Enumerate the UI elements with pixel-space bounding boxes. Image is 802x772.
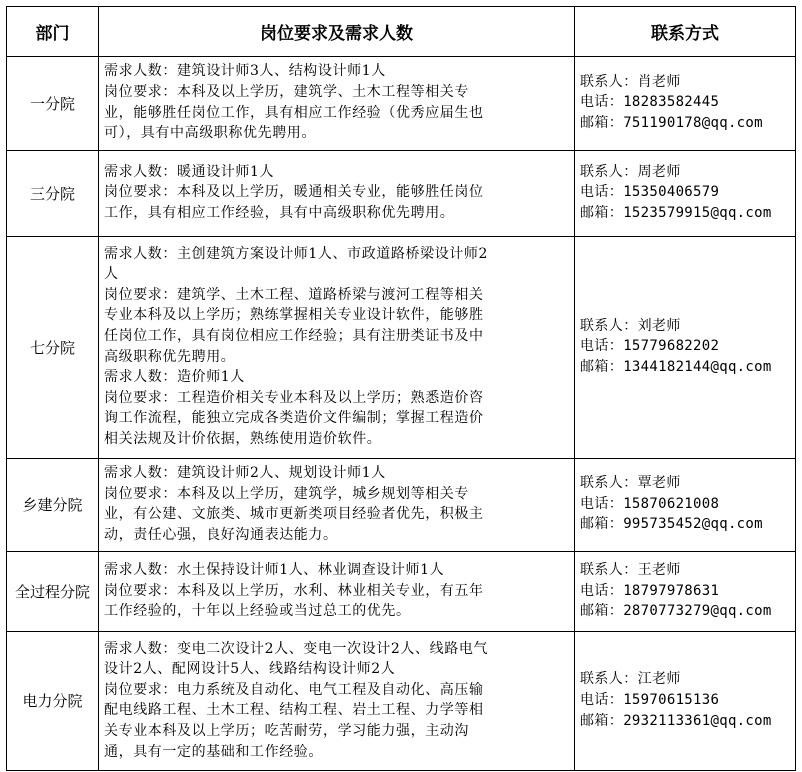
- contact-person-line: [580, 669, 792, 690]
- requirement-line: 配电线路工程、土木工程、结构工程、岩土工程、力学等相: [104, 702, 484, 719]
- requirement-line: 岗位要求：本科及以上学历，水利、林业相关专业，有五年: [104, 582, 484, 599]
- contact-phone-label: 电话：: [580, 692, 624, 709]
- contact-email-value: 2870773279@qq.com: [623, 603, 772, 620]
- contact-phone-label: 电话：: [580, 582, 624, 599]
- contact-phone-value: 18797978631: [623, 582, 720, 599]
- contact-cell: [575, 57, 796, 151]
- contact-email-label: 邮箱：: [580, 204, 624, 221]
- requirement-line: 业，能够胜任岗位工作，具有相应工作经验（优秀应届生也: [104, 104, 484, 121]
- header-contact: 联系方式: [575, 7, 796, 57]
- contact-email-value: 751190178@qq.com: [623, 114, 763, 131]
- contact-phone-label: 电话：: [580, 338, 624, 355]
- contact-phone-line: [580, 581, 792, 602]
- table-row: [7, 57, 796, 151]
- contact-person-line: [580, 162, 792, 183]
- requirement-line: 通，具有一定的基础和工作经验。: [104, 743, 323, 760]
- contact-email-label: 邮箱：: [580, 358, 624, 375]
- requirement-line: 设计2人、配网设计5人、线路结构设计师2人: [104, 661, 396, 678]
- contact-person-value: 刘老师: [637, 317, 681, 334]
- contact-person-line: [580, 473, 792, 494]
- header-dept: 部门: [7, 7, 99, 57]
- contact-email-line: [580, 601, 792, 622]
- dept-cell: 一分院: [7, 57, 99, 151]
- contact-person-value: 江老师: [637, 671, 681, 688]
- requirement-line: 岗位要求：建筑学、土木工程、道路桥梁与渡河工程等相关: [104, 286, 484, 303]
- contact-person-line: [580, 560, 792, 581]
- recruitment-table: [6, 6, 796, 771]
- contact-person-value: 周老师: [637, 163, 681, 180]
- contact-email-line: [580, 711, 792, 732]
- requirement-line: 高级职称优先聘用。: [104, 348, 236, 365]
- table-row: [7, 632, 796, 771]
- requirement-line: 岗位要求：本科及以上学历，暖通相关专业，能够胜任岗位: [104, 184, 484, 201]
- contact-person-value: 覃老师: [637, 475, 681, 492]
- dept-cell: 电力分院: [7, 632, 99, 771]
- requirement-line: 需求人数：建筑设计师2人、规划设计师1人: [104, 465, 386, 481]
- requirement-line: 需求人数：暖通设计师1人: [104, 163, 275, 180]
- contact-phone-label: 电话：: [580, 495, 624, 512]
- contact-phone-line: [580, 336, 792, 357]
- contact-person-line: [580, 316, 792, 337]
- contact-cell: [575, 552, 796, 632]
- contact-email-value: 2932113361@qq.com: [623, 712, 772, 729]
- requirement-line: 需求人数：水土保持设计师1人、林业调查设计师1人: [104, 561, 445, 578]
- contact-phone-line: [580, 182, 792, 203]
- requirements-cell: [99, 151, 575, 237]
- contact-phone-value: 15779682202: [623, 338, 720, 355]
- table-row: [7, 459, 796, 552]
- contact-phone-line: [580, 92, 792, 113]
- requirement-line: 业，有公建、文旅类、城市更新类项目经验者优先，积极主: [104, 506, 484, 523]
- requirements-cell: [99, 552, 575, 632]
- header-requirements: 岗位要求及需求人数: [99, 7, 575, 57]
- contact-person-value: 王老师: [637, 561, 681, 578]
- header-row: [7, 7, 796, 57]
- dept-cell: 三分院: [7, 151, 99, 237]
- requirements-cell: [99, 57, 575, 151]
- table-body: [7, 57, 796, 771]
- contact-phone-value: 15870621008: [623, 495, 720, 512]
- contact-phone-value: 18283582445: [623, 94, 720, 111]
- contact-cell: [575, 459, 796, 552]
- dept-cell: 全过程分院: [7, 552, 99, 632]
- requirement-line: 专业本科及以上学历；熟练掌握相关专业设计软件，能够胜: [104, 307, 484, 324]
- requirement-line: 询工作流程，能独立完成各类造价文件编制；掌握工程造价: [104, 410, 484, 427]
- contact-person-line: [580, 72, 792, 93]
- contact-phone-label: 电话：: [580, 94, 624, 111]
- contact-email-value: 1523579915@qq.com: [623, 204, 772, 221]
- contact-phone-line: [580, 494, 792, 515]
- requirement-line: 工作，具有相应工作经验，具有中高级职称优先聘用。: [104, 204, 455, 221]
- table-row: [7, 151, 796, 237]
- requirement-line: 相关法规及计价依据，熟练使用造价软件。: [104, 430, 382, 447]
- contact-phone-label: 电话：: [580, 184, 624, 201]
- requirement-line: 需求人数：主创建筑方案设计师1人、市政道路桥梁设计师2: [104, 245, 489, 262]
- contact-person-label: 联系人：: [580, 73, 638, 90]
- contact-person-label: 联系人：: [580, 561, 638, 578]
- requirements-cell: [99, 632, 575, 771]
- contact-email-line: [580, 113, 792, 134]
- requirement-line: 可），具有中高级职称优先聘用。: [104, 125, 316, 142]
- contact-email-line: [580, 357, 792, 378]
- contact-phone-value: 15970615136: [623, 692, 720, 709]
- dept-cell: 七分院: [7, 237, 99, 459]
- contact-email-line: [580, 514, 792, 535]
- requirement-line: 关专业本科及以上学历；吃苦耐劳，学习能力强，主动沟: [104, 722, 469, 739]
- contact-cell: [575, 632, 796, 771]
- requirement-line: 需求人数：建筑设计师3人、结构设计师1人: [104, 63, 386, 80]
- contact-person-value: 肖老师: [637, 73, 681, 90]
- contact-email-value: 1344182144@qq.com: [623, 358, 772, 375]
- contact-email-label: 邮箱：: [580, 516, 624, 533]
- table-row: [7, 552, 796, 632]
- requirements-cell: [99, 459, 575, 552]
- contact-email-label: 邮箱：: [580, 603, 624, 620]
- requirement-line: 需求人数：变电二次设计2人、变电一次设计2人、线路电气: [104, 640, 489, 657]
- contact-cell: [575, 237, 796, 459]
- contact-email-label: 邮箱：: [580, 712, 624, 729]
- contact-phone-line: [580, 690, 792, 711]
- requirement-line: 岗位要求：本科及以上学历，建筑学，城乡规划等相关专: [104, 485, 469, 502]
- requirement-line: 岗位要求：本科及以上学历，建筑学、土木工程等相关专: [104, 83, 469, 100]
- contact-person-label: 联系人：: [580, 317, 638, 334]
- table-row: [7, 237, 796, 459]
- requirement-line: 动，责任心强，良好沟通表达能力。: [104, 526, 338, 543]
- contact-email-line: [580, 203, 792, 224]
- requirement-line: 岗位要求：工程造价相关专业本科及以上学历；熟悉造价咨: [104, 389, 484, 406]
- contact-email-label: 邮箱：: [580, 114, 624, 131]
- requirement-line: 任岗位工作，具有岗位相应工作经验；具有注册类证书及中: [104, 327, 484, 344]
- requirement-line: 人: [104, 266, 119, 283]
- contact-phone-value: 15350406579: [623, 184, 720, 201]
- contact-email-value: 995735452@qq.com: [623, 516, 763, 533]
- contact-person-label: 联系人：: [580, 163, 638, 180]
- requirements-cell: [99, 237, 575, 459]
- contact-person-label: 联系人：: [580, 475, 638, 492]
- dept-cell: 乡建分院: [7, 459, 99, 552]
- requirement-line: 需求人数：造价师1人: [104, 369, 245, 386]
- requirement-line: 岗位要求：电力系统及自动化、电气工程及自动化、高压输: [104, 681, 484, 698]
- contact-person-label: 联系人：: [580, 671, 638, 688]
- contact-cell: [575, 151, 796, 237]
- requirement-line: 工作经验的，十年以上经验或当过总工的优先。: [104, 603, 411, 620]
